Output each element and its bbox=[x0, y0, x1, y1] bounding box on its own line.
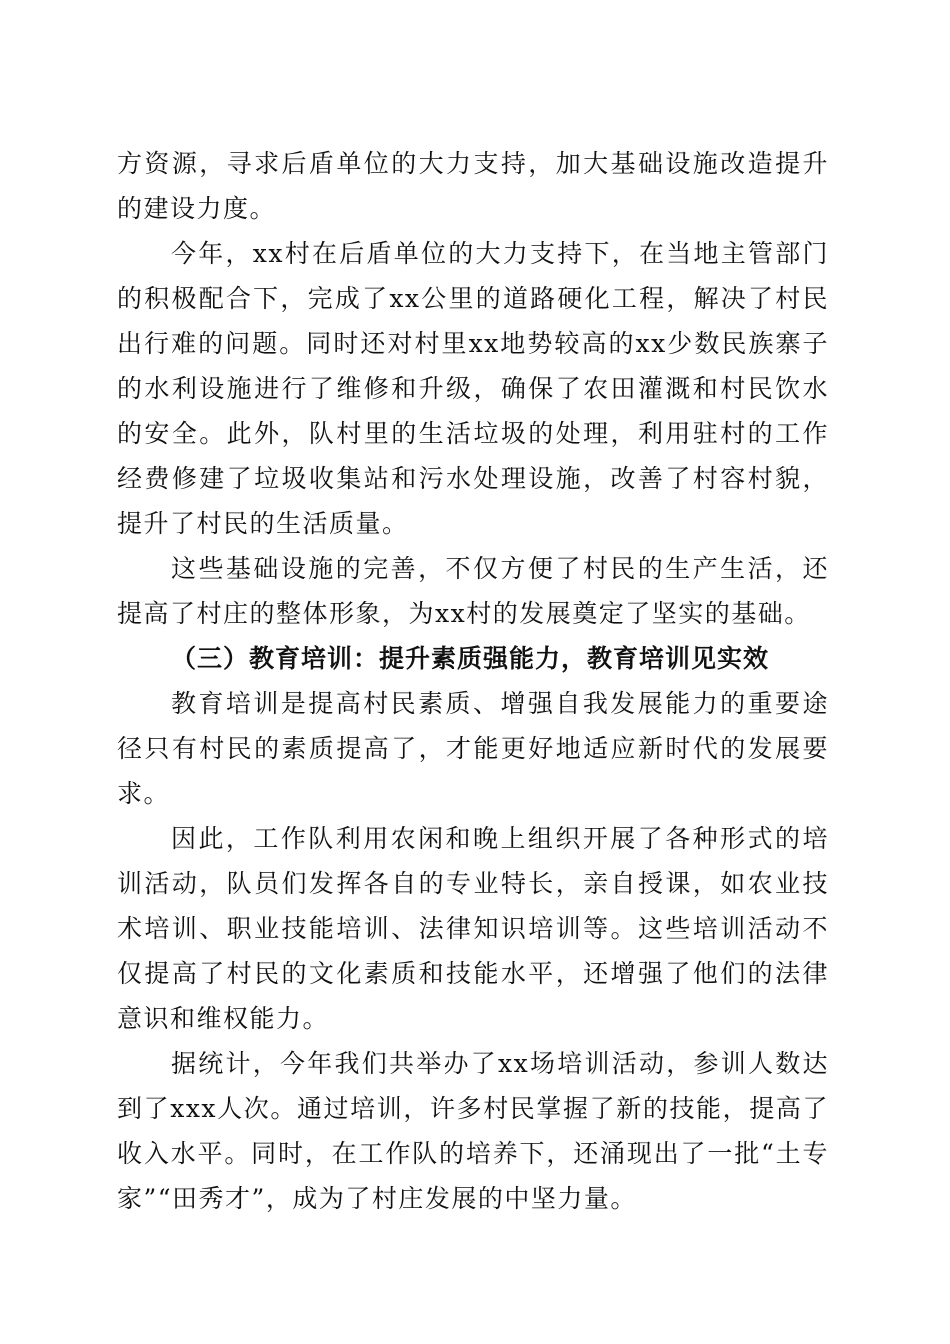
paragraph-road-works: 今年，xx村在后盾单位的大力支持下，在当地主管部门的积极配合下，完成了xx公里的道路硬化工程，解决了村民出行难的问题。同时还对村里xx地势较高的xx少数民族寨子的水利设施进行了维修和升级，确保了农田灌溉和村民饮水的安全。此外，队村里的生活垃圾的处理，利用驻村的工作经费修建了垃圾收集站和污水处理设施，改善了村容村貌，提升了村民的生活质量。 bbox=[117, 239, 829, 538]
paragraph-statistics: 据统计，今年我们共举办了xx场培训活动，参训人数达到了xxx人次。通过培训，许多村民掌握了新的技能，提高了收入水平。同时，在工作队的培养下，还涌现出了一批“土专家”“田秀才”，成为了村庄发展的中坚力量。 bbox=[117, 1049, 829, 1213]
section-heading: （三）教育培训：提升素质强能力，教育培训见实效 bbox=[171, 644, 770, 673]
paragraph-infrastructure-summary: 这些基础设施的完善，不仅方便了村民的生产生活，还提高了村庄的整体形象，为xx村的发展奠定了坚实的基础。 bbox=[117, 554, 829, 628]
paragraph-education-intro: 教育培训是提高村民素质、增强自我发展能力的重要途径只有村民的素质提高了，才能更好地适应新时代的发展要求。 bbox=[117, 689, 829, 808]
paragraph-continuation: 方资源，寻求后盾单位的大力支持，加大基础设施改造提升的建设力度。 bbox=[117, 149, 829, 223]
document-body bbox=[117, 141, 829, 1221]
paragraph-training-activities: 因此，工作队利用农闲和晚上组织开展了各种形式的培训活动，队员们发挥各自的专业特长，亲自授课，如农业技术培训、职业技能培训、法律知识培训等。这些培训活动不仅提高了村民的文化素质和技能水平，还增强了他们的法律意识和维权能力。 bbox=[117, 824, 829, 1033]
